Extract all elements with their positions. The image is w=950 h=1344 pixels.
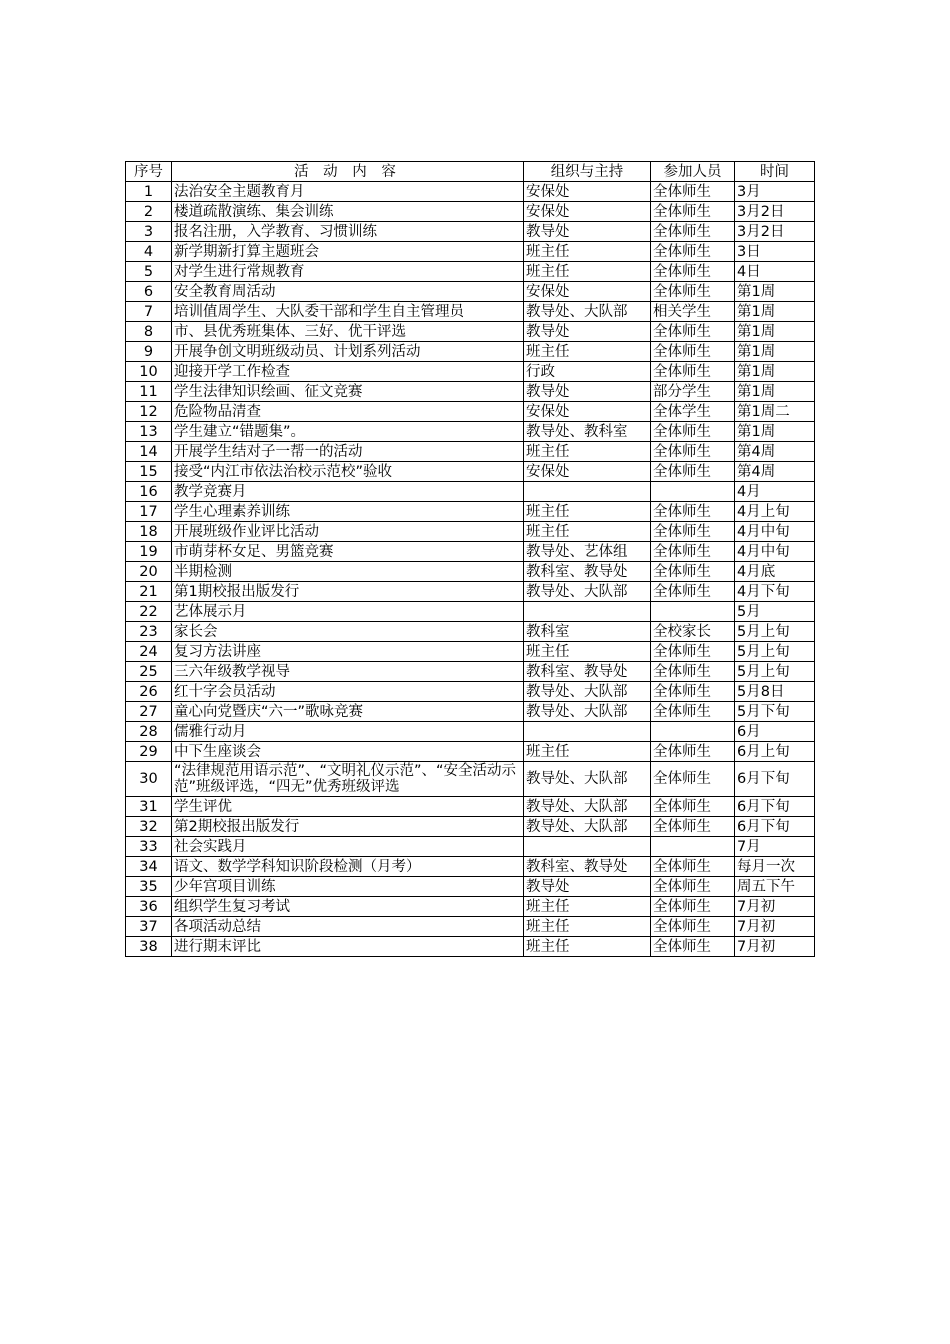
participants: 全体师生 bbox=[651, 582, 735, 602]
organizer: 班主任 bbox=[524, 522, 651, 542]
participants: 全体师生 bbox=[651, 362, 735, 382]
row-index: 25 bbox=[126, 662, 172, 682]
row-index: 4 bbox=[126, 242, 172, 262]
time: 3月2日 bbox=[735, 202, 815, 222]
time: 6月下旬 bbox=[735, 797, 815, 817]
participants: 全体师生 bbox=[651, 422, 735, 442]
activity-content: 安全教育周活动 bbox=[172, 282, 524, 302]
table-row bbox=[126, 797, 815, 817]
table-row bbox=[126, 442, 815, 462]
row-index: 20 bbox=[126, 562, 172, 582]
row-index: 38 bbox=[126, 937, 172, 957]
activity-content: 半期检测 bbox=[172, 562, 524, 582]
participants: 全体师生 bbox=[651, 322, 735, 342]
time: 6月 bbox=[735, 722, 815, 742]
table-row bbox=[126, 422, 815, 442]
organizer: 班主任 bbox=[524, 242, 651, 262]
table-row bbox=[126, 662, 815, 682]
time: 第4周 bbox=[735, 462, 815, 482]
row-index: 28 bbox=[126, 722, 172, 742]
row-index: 15 bbox=[126, 462, 172, 482]
time: 3月 bbox=[735, 182, 815, 202]
participants: 全体师生 bbox=[651, 817, 735, 837]
organizer bbox=[524, 602, 651, 622]
table-row bbox=[126, 742, 815, 762]
time: 第1周二 bbox=[735, 402, 815, 422]
activity-content: 少年宫项目训练 bbox=[172, 877, 524, 897]
activity-content: 童心向党暨庆“六一”歌咏竞赛 bbox=[172, 702, 524, 722]
row-index: 34 bbox=[126, 857, 172, 877]
row-index: 13 bbox=[126, 422, 172, 442]
participants: 全体师生 bbox=[651, 797, 735, 817]
participants: 全体师生 bbox=[651, 262, 735, 282]
participants bbox=[651, 482, 735, 502]
time: 6月下旬 bbox=[735, 817, 815, 837]
row-index: 7 bbox=[126, 302, 172, 322]
table-row bbox=[126, 362, 815, 382]
participants: 全体师生 bbox=[651, 282, 735, 302]
header-time: 时间 bbox=[735, 162, 815, 182]
table-row bbox=[126, 482, 815, 502]
table-row bbox=[126, 242, 815, 262]
organizer: 班主任 bbox=[524, 502, 651, 522]
table-body bbox=[126, 182, 815, 957]
row-index: 37 bbox=[126, 917, 172, 937]
organizer: 班主任 bbox=[524, 642, 651, 662]
table-row bbox=[126, 182, 815, 202]
organizer: 教导处、大队部 bbox=[524, 817, 651, 837]
activity-content: 接受“内江市依法治校示范校”验收 bbox=[172, 462, 524, 482]
table-row bbox=[126, 622, 815, 642]
table-row bbox=[126, 857, 815, 877]
activity-content: 语文、数学学科知识阶段检测（月考） bbox=[172, 857, 524, 877]
row-index: 22 bbox=[126, 602, 172, 622]
participants: 全体师生 bbox=[651, 342, 735, 362]
participants: 全体师生 bbox=[651, 522, 735, 542]
table-row bbox=[126, 322, 815, 342]
activity-content: 报名注册，入学教育、习惯训练 bbox=[172, 222, 524, 242]
organizer: 教导处、教科室 bbox=[524, 422, 651, 442]
organizer: 班主任 bbox=[524, 742, 651, 762]
time: 每月一次 bbox=[735, 857, 815, 877]
table-row bbox=[126, 262, 815, 282]
table-row bbox=[126, 562, 815, 582]
activity-content: 进行期末评比 bbox=[172, 937, 524, 957]
organizer: 教科室、教导处 bbox=[524, 662, 651, 682]
organizer: 教导处、大队部 bbox=[524, 582, 651, 602]
time: 6月下旬 bbox=[735, 762, 815, 797]
organizer: 教导处 bbox=[524, 877, 651, 897]
time: 3日 bbox=[735, 242, 815, 262]
participants: 全体师生 bbox=[651, 877, 735, 897]
activity-content: 开展学生结对子一帮一的活动 bbox=[172, 442, 524, 462]
time: 第1周 bbox=[735, 282, 815, 302]
row-index: 27 bbox=[126, 702, 172, 722]
participants: 全体师生 bbox=[651, 682, 735, 702]
header-participants: 参加人员 bbox=[651, 162, 735, 182]
table-row bbox=[126, 382, 815, 402]
activity-content: 家长会 bbox=[172, 622, 524, 642]
organizer: 安保处 bbox=[524, 202, 651, 222]
row-index: 19 bbox=[126, 542, 172, 562]
organizer: 教导处 bbox=[524, 222, 651, 242]
row-index: 32 bbox=[126, 817, 172, 837]
row-index: 21 bbox=[126, 582, 172, 602]
organizer: 教导处、大队部 bbox=[524, 302, 651, 322]
participants: 全体师生 bbox=[651, 182, 735, 202]
activity-content: 对学生进行常规教育 bbox=[172, 262, 524, 282]
organizer: 班主任 bbox=[524, 937, 651, 957]
table-row bbox=[126, 342, 815, 362]
row-index: 26 bbox=[126, 682, 172, 702]
table-row bbox=[126, 817, 815, 837]
organizer: 教科室、教导处 bbox=[524, 857, 651, 877]
participants: 全体师生 bbox=[651, 242, 735, 262]
participants: 全体师生 bbox=[651, 662, 735, 682]
activity-content: 市萌芽杯女足、男篮竞赛 bbox=[172, 542, 524, 562]
row-index: 17 bbox=[126, 502, 172, 522]
activity-content: “法律规范用语示范”、“文明礼仪示范”、“安全活动示范”班级评选，“四无”优秀班级评选 bbox=[172, 762, 524, 797]
organizer: 安保处 bbox=[524, 182, 651, 202]
participants: 全体师生 bbox=[651, 502, 735, 522]
time: 7月初 bbox=[735, 917, 815, 937]
row-index: 33 bbox=[126, 837, 172, 857]
organizer: 教科室、教导处 bbox=[524, 562, 651, 582]
organizer: 教导处、大队部 bbox=[524, 682, 651, 702]
time: 5月上旬 bbox=[735, 622, 815, 642]
activity-content: 新学期新打算主题班会 bbox=[172, 242, 524, 262]
activity-content: 学生建立“错题集”。 bbox=[172, 422, 524, 442]
participants: 全体师生 bbox=[651, 937, 735, 957]
row-index: 35 bbox=[126, 877, 172, 897]
participants: 全体师生 bbox=[651, 202, 735, 222]
organizer: 班主任 bbox=[524, 917, 651, 937]
table-row bbox=[126, 877, 815, 897]
table-header-row bbox=[126, 162, 815, 182]
row-index: 23 bbox=[126, 622, 172, 642]
table-row bbox=[126, 222, 815, 242]
table-row bbox=[126, 897, 815, 917]
organizer: 安保处 bbox=[524, 462, 651, 482]
organizer: 安保处 bbox=[524, 402, 651, 422]
organizer: 教导处、大队部 bbox=[524, 702, 651, 722]
row-index: 11 bbox=[126, 382, 172, 402]
time: 第1周 bbox=[735, 422, 815, 442]
table-row bbox=[126, 682, 815, 702]
activity-content: 中下生座谈会 bbox=[172, 742, 524, 762]
time: 5月上旬 bbox=[735, 642, 815, 662]
activity-content: 儒雅行动月 bbox=[172, 722, 524, 742]
activity-content: 社会实践月 bbox=[172, 837, 524, 857]
activity-content: 艺体展示月 bbox=[172, 602, 524, 622]
participants: 全体师生 bbox=[651, 742, 735, 762]
participants: 全校家长 bbox=[651, 622, 735, 642]
table-row bbox=[126, 502, 815, 522]
participants: 全体师生 bbox=[651, 917, 735, 937]
table-row bbox=[126, 402, 815, 422]
participants: 全体师生 bbox=[651, 442, 735, 462]
time: 6月上旬 bbox=[735, 742, 815, 762]
organizer: 教科室 bbox=[524, 622, 651, 642]
activity-content: 学生评优 bbox=[172, 797, 524, 817]
organizer bbox=[524, 482, 651, 502]
table-row bbox=[126, 542, 815, 562]
time: 4月中旬 bbox=[735, 542, 815, 562]
table-row bbox=[126, 837, 815, 857]
activity-content: 培训值周学生、大队委干部和学生自主管理员 bbox=[172, 302, 524, 322]
time: 4月中旬 bbox=[735, 522, 815, 542]
table-row bbox=[126, 602, 815, 622]
participants: 全体师生 bbox=[651, 222, 735, 242]
activity-content: 第1期校报出版发行 bbox=[172, 582, 524, 602]
row-index: 29 bbox=[126, 742, 172, 762]
organizer: 班主任 bbox=[524, 262, 651, 282]
organizer: 班主任 bbox=[524, 342, 651, 362]
organizer: 班主任 bbox=[524, 442, 651, 462]
row-index: 30 bbox=[126, 762, 172, 797]
time: 7月 bbox=[735, 837, 815, 857]
participants: 全体师生 bbox=[651, 462, 735, 482]
row-index: 16 bbox=[126, 482, 172, 502]
time: 4日 bbox=[735, 262, 815, 282]
activity-content: 开展班级作业评比活动 bbox=[172, 522, 524, 542]
table-row bbox=[126, 282, 815, 302]
activity-content: 市、县优秀班集体、三好、优干评选 bbox=[172, 322, 524, 342]
participants: 全体师生 bbox=[651, 542, 735, 562]
organizer: 行政 bbox=[524, 362, 651, 382]
row-index: 31 bbox=[126, 797, 172, 817]
header-index: 序号 bbox=[126, 162, 172, 182]
table-row bbox=[126, 462, 815, 482]
activity-content: 开展争创文明班级动员、计划系列活动 bbox=[172, 342, 524, 362]
organizer bbox=[524, 837, 651, 857]
activity-content: 复习方法讲座 bbox=[172, 642, 524, 662]
time: 7月初 bbox=[735, 937, 815, 957]
table-row bbox=[126, 917, 815, 937]
participants: 全体师生 bbox=[651, 762, 735, 797]
activity-content: 迎接开学工作检查 bbox=[172, 362, 524, 382]
row-index: 5 bbox=[126, 262, 172, 282]
time: 4月下旬 bbox=[735, 582, 815, 602]
time: 5月上旬 bbox=[735, 662, 815, 682]
time: 第1周 bbox=[735, 362, 815, 382]
time: 第1周 bbox=[735, 382, 815, 402]
activity-content: 学生法律知识绘画、征文竞赛 bbox=[172, 382, 524, 402]
participants: 部分学生 bbox=[651, 382, 735, 402]
row-index: 24 bbox=[126, 642, 172, 662]
table-row bbox=[126, 702, 815, 722]
participants: 全体师生 bbox=[651, 702, 735, 722]
header-organizer: 组织与主持 bbox=[524, 162, 651, 182]
organizer: 安保处 bbox=[524, 282, 651, 302]
organizer: 教导处、艺体组 bbox=[524, 542, 651, 562]
row-index: 14 bbox=[126, 442, 172, 462]
participants: 全体师生 bbox=[651, 642, 735, 662]
row-index: 2 bbox=[126, 202, 172, 222]
activity-content: 组织学生复习考试 bbox=[172, 897, 524, 917]
organizer: 教导处 bbox=[524, 382, 651, 402]
organizer: 教导处、大队部 bbox=[524, 762, 651, 797]
table-row bbox=[126, 202, 815, 222]
activity-content: 第2期校报出版发行 bbox=[172, 817, 524, 837]
participants bbox=[651, 722, 735, 742]
time: 第1周 bbox=[735, 302, 815, 322]
time: 4月上旬 bbox=[735, 502, 815, 522]
participants: 全体师生 bbox=[651, 562, 735, 582]
header-activity: 活 动 内 容 bbox=[172, 162, 524, 182]
table-row bbox=[126, 522, 815, 542]
time: 周五下午 bbox=[735, 877, 815, 897]
row-index: 6 bbox=[126, 282, 172, 302]
activity-content: 三六年级教学视导 bbox=[172, 662, 524, 682]
table-row bbox=[126, 722, 815, 742]
organizer: 班主任 bbox=[524, 897, 651, 917]
organizer bbox=[524, 722, 651, 742]
participants bbox=[651, 602, 735, 622]
row-index: 18 bbox=[126, 522, 172, 542]
activity-content: 教学竞赛月 bbox=[172, 482, 524, 502]
row-index: 3 bbox=[126, 222, 172, 242]
table-row bbox=[126, 642, 815, 662]
participants: 相关学生 bbox=[651, 302, 735, 322]
activity-content: 法治安全主题教育月 bbox=[172, 182, 524, 202]
time: 4月 bbox=[735, 482, 815, 502]
row-index: 8 bbox=[126, 322, 172, 342]
table-row bbox=[126, 762, 815, 797]
activity-content: 危险物品清查 bbox=[172, 402, 524, 422]
table-row bbox=[126, 937, 815, 957]
row-index: 10 bbox=[126, 362, 172, 382]
table-row bbox=[126, 302, 815, 322]
participants bbox=[651, 837, 735, 857]
activity-content: 各项活动总结 bbox=[172, 917, 524, 937]
table-row bbox=[126, 582, 815, 602]
time: 5月下旬 bbox=[735, 702, 815, 722]
time: 5月 bbox=[735, 602, 815, 622]
time: 第1周 bbox=[735, 322, 815, 342]
organizer: 教导处 bbox=[524, 322, 651, 342]
time: 第4周 bbox=[735, 442, 815, 462]
time: 4月底 bbox=[735, 562, 815, 582]
activity-content: 学生心理素养训练 bbox=[172, 502, 524, 522]
participants: 全体学生 bbox=[651, 402, 735, 422]
activity-content: 红十字会员活动 bbox=[172, 682, 524, 702]
organizer: 教导处、大队部 bbox=[524, 797, 651, 817]
row-index: 9 bbox=[126, 342, 172, 362]
participants: 全体师生 bbox=[651, 857, 735, 877]
time: 3月2日 bbox=[735, 222, 815, 242]
time: 5月8日 bbox=[735, 682, 815, 702]
activity-content: 楼道疏散演练、集会训练 bbox=[172, 202, 524, 222]
participants: 全体师生 bbox=[651, 897, 735, 917]
row-index: 36 bbox=[126, 897, 172, 917]
activity-schedule-table bbox=[125, 161, 815, 957]
row-index: 1 bbox=[126, 182, 172, 202]
time: 第1周 bbox=[735, 342, 815, 362]
time: 7月初 bbox=[735, 897, 815, 917]
row-index: 12 bbox=[126, 402, 172, 422]
